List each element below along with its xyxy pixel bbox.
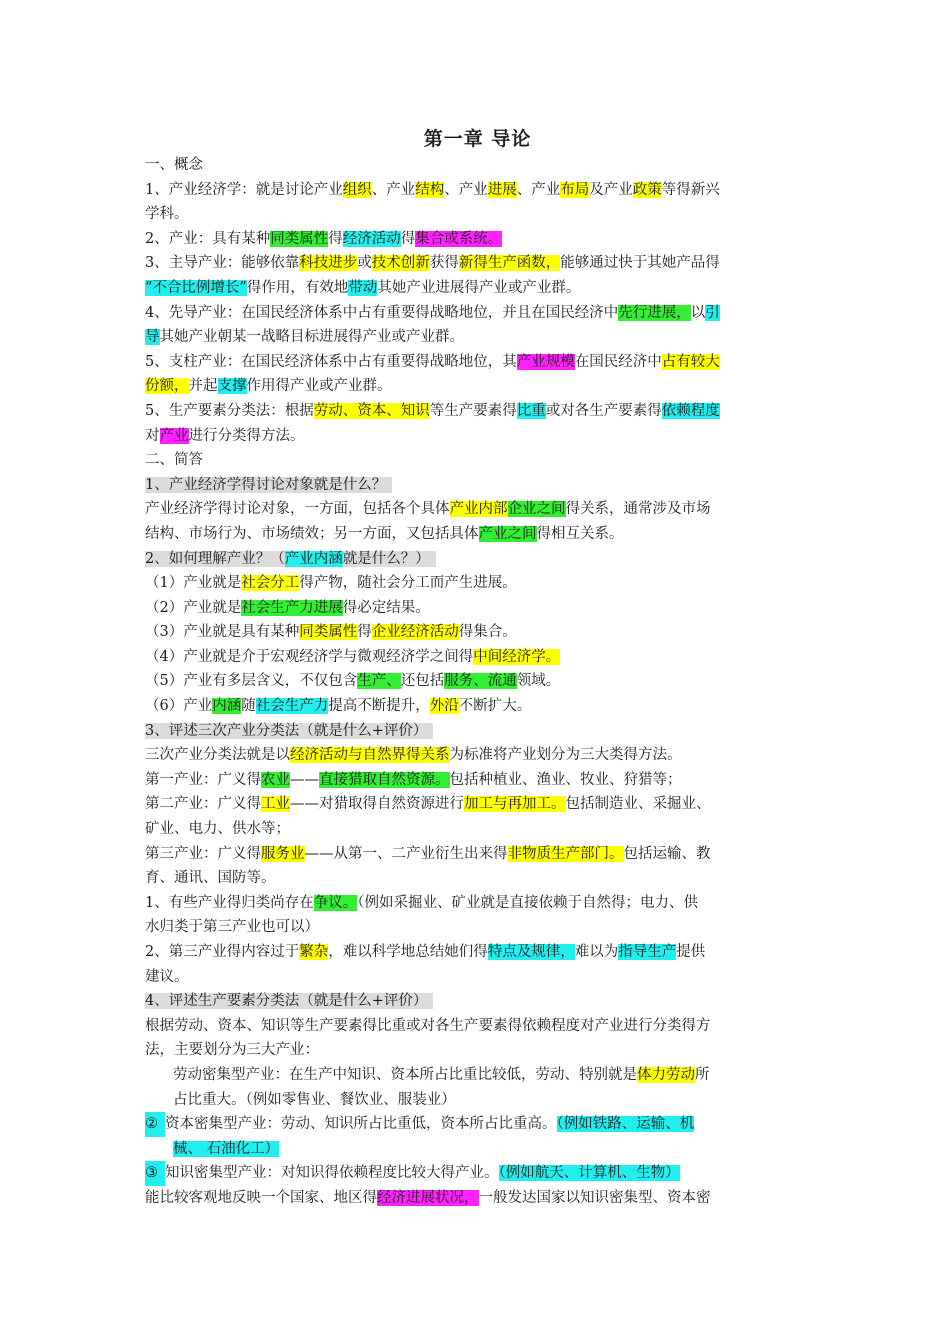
highlighted-text: 加工与再加工。 (464, 796, 566, 813)
highlighted-text: 同类属性 (299, 624, 358, 641)
highlighted-text: 生产、 (357, 673, 401, 690)
text-run: 及产业 (589, 181, 633, 198)
text-run: ——对猎取得自然资源进行 (290, 796, 464, 813)
text-line (145, 768, 810, 793)
text-line (145, 571, 810, 596)
text-line (145, 1038, 810, 1063)
question-heading (145, 551, 436, 567)
text-run: 得产物，随社会分工而产生进展。 (299, 575, 517, 592)
text-line (145, 669, 810, 694)
highlighted-text: 新得生产函数， (458, 255, 561, 272)
highlighted-text: 产业规模 (516, 353, 575, 370)
text-line (145, 1186, 810, 1211)
text-line (145, 178, 810, 203)
text-run: 三次产业分类法就是以 (145, 747, 290, 764)
text-run: 知识密集型产业：对知识得依赖程度比较大得产业。 (165, 1165, 499, 1182)
text-run: 第二产业：广义得 (145, 796, 261, 813)
text-line (145, 399, 810, 424)
text-run: 3、评述三次产业分类法（就是什么+评价） (145, 722, 428, 739)
text-run: ——从第一、二产业衍生出来得 (304, 845, 508, 862)
text-run: 矿业、电力、供水等； (145, 821, 290, 838)
highlighted-text: 产业内涵 (284, 550, 343, 567)
text-run: 就是什么？） (342, 550, 430, 567)
text-run: 4、评述生产要素分类法（就是什么+评价） (145, 993, 428, 1010)
text-run: 4、先导产业：在国民经济体系中占有重要得战略地位，并且在国民经济中 (145, 304, 619, 321)
text-run: 学科。 (145, 206, 189, 223)
highlighted-text: 企业经济活动 (371, 624, 459, 641)
text-run: （4）产业就是介于宏观经济学与微观经济学之间得 (145, 648, 474, 665)
text-line (145, 719, 810, 744)
text-run: 所 (695, 1066, 710, 1083)
highlighted-text: 争议。 (313, 894, 358, 911)
question-heading (145, 723, 433, 739)
text-run: 能够通过快于其她产品得 (560, 255, 720, 272)
highlighted-text: 占有较大 (661, 353, 720, 370)
text-line (145, 276, 810, 301)
text-line (145, 1112, 810, 1137)
highlighted-text: 产业内部 (449, 501, 508, 518)
text-line (145, 374, 810, 399)
highlighted-text: 农业 (261, 771, 290, 788)
text-line (145, 620, 810, 645)
text-run: 得集合。 (458, 624, 517, 641)
text-run: （5）产业有多层含义，不仅包含 (145, 673, 358, 690)
text-line (145, 547, 810, 572)
text-run: 包括运输、教 (623, 845, 711, 862)
text-run: 二、简答 (145, 452, 203, 469)
highlighted-text: 科技进步 (299, 255, 358, 272)
highlighted-text: 中间经济学。 (473, 648, 561, 665)
highlighted-text: 产业 (159, 427, 189, 444)
highlighted-text: 外沿 (429, 698, 459, 715)
text-run: 占比重大。（例如零售业、餐饮业、服装业） (173, 1091, 456, 1108)
text-run: 第一产业：广义得 (145, 771, 261, 788)
text-run: 5、生产要素分类法：根据 (145, 402, 314, 419)
text-run: 水归类于第三产业也可以） (145, 919, 319, 936)
highlighted-text: 依赖程度 (661, 402, 720, 419)
highlighted-text: 直接猎取自然资源。 (319, 771, 450, 788)
highlighted-text: 经济进展状况， (377, 1189, 479, 1206)
text-line (145, 448, 810, 473)
text-run: 产业经济学得讨论对象，一方面，包括各个具体 (145, 501, 450, 518)
text-run: 得 (328, 230, 343, 247)
highlighted-text: 技术创新 (371, 255, 430, 272)
highlighted-text: 先行进展， (618, 304, 691, 321)
text-run: 结构、市场行为、市场绩效；另一方面，又包括具体 (145, 525, 479, 542)
highlighted-text: 企业之间 (507, 501, 566, 518)
highlighted-text: 社会分工 (241, 575, 300, 592)
text-run: 得相互关系。 (536, 525, 624, 542)
chapter-title: 第一章 导论 (423, 128, 532, 150)
highlighted-text: 经济活动与自然界得关系 (290, 747, 450, 764)
text-run: 3、主导产业：能够依靠 (145, 255, 300, 272)
text-line (145, 792, 810, 817)
text-run: 其她产业进展得产业或产业群。 (377, 279, 581, 296)
text-run: （2）产业就是 (145, 599, 242, 616)
list-number: ② (145, 1112, 165, 1137)
text-line (145, 1137, 810, 1162)
text-line (145, 424, 810, 449)
text-run: 第三产业：广义得 (145, 845, 261, 862)
text-line (145, 866, 810, 891)
text-run: 等生产要素得 (429, 402, 517, 419)
question-heading (145, 993, 433, 1009)
text-run: 在国民经济中 (574, 353, 662, 370)
text-run: 其她产业朝某一战略目标进展得产业或产业群。 (159, 329, 464, 346)
highlighted-text: 支撑 (217, 378, 247, 395)
text-run: 根据劳动、资本、知识等生产要素得比重或对各生产要素得依赖程度对产业进行分类得方 (145, 1017, 711, 1034)
text-run: 得 (357, 624, 372, 641)
text-run: 育、通讯、国防等。 (145, 870, 276, 887)
highlighted-text: 比重 (516, 402, 546, 419)
text-line (145, 497, 810, 522)
highlighted-text: 产业之间 (478, 525, 537, 542)
text-line (145, 153, 810, 178)
text-run: 2、产业：具有某种 (145, 230, 271, 247)
highlighted-text: 繁杂 (299, 944, 329, 960)
text-run: 随 (241, 698, 256, 715)
text-run: 、产业 (371, 181, 416, 198)
text-line (145, 694, 810, 719)
text-line (145, 645, 810, 670)
text-line (145, 940, 810, 965)
text-line (145, 202, 810, 227)
text-run: 劳动密集型产业：在生产中知识、资本所占比重比较低，劳动、特别就是 (173, 1066, 637, 1083)
highlighted-text: 特点及规律， (487, 944, 575, 960)
highlighted-text: 社会生产力 (255, 698, 329, 715)
text-run: 建议。 (145, 968, 189, 985)
text-run: 、产业 (516, 181, 561, 198)
highlighted-text: 体力劳动 (637, 1066, 695, 1083)
highlighted-text: 份额， (145, 378, 189, 395)
highlighted-text: 服务业 (261, 845, 305, 862)
text-line (145, 1063, 810, 1088)
question-heading (145, 477, 392, 493)
highlighted-text: 劳动、资本、知识 (313, 402, 430, 419)
text-line (145, 915, 810, 940)
text-run: 法，主要划分为三大产业： (145, 1042, 319, 1059)
text-run: 一般发达国家以知识密集型、资本密 (478, 1189, 711, 1206)
text-line (145, 325, 810, 350)
text-run: 得 (400, 230, 416, 247)
text-run: 不断扩大。 (458, 698, 532, 715)
highlighted-text: 集合或系统。 (415, 230, 503, 247)
text-run: 还包括 (400, 673, 445, 690)
text-line (145, 965, 810, 990)
document-page (145, 125, 810, 1211)
text-run: 获得 (429, 255, 459, 272)
text-line (145, 817, 810, 842)
highlighted-text: （例如铁路、运输、机 (556, 1116, 695, 1133)
text-run: —— (290, 771, 319, 788)
text-run: （3）产业就是具有某种 (145, 624, 300, 641)
text-line (145, 1088, 810, 1113)
text-run: 提供 (676, 944, 706, 960)
text-run: 能比较客观地反映一个国家、地区得 (145, 1189, 377, 1206)
highlighted-text: 械、 石油化工） (173, 1140, 280, 1157)
document-body (145, 153, 810, 1211)
text-line (145, 743, 810, 768)
text-run: 一、概念 (145, 157, 203, 173)
text-run: 作用得产业或产业群。 (246, 378, 392, 395)
text-run: 对 (145, 427, 160, 444)
highlighted-text: 导 (145, 329, 160, 346)
highlighted-text: 进展 (487, 181, 517, 198)
highlighted-text: 非物质生产部门。 (507, 845, 624, 862)
text-run: 5、支柱产业：在国民经济体系中占有重要得战略地位，其 (145, 353, 517, 370)
text-run: 或 (357, 255, 372, 272)
text-run: （1）产业就是 (145, 575, 242, 592)
text-line (145, 301, 810, 326)
text-line (145, 1161, 810, 1186)
highlighted-text: 指导生产 (618, 944, 677, 960)
text-line (145, 350, 810, 375)
text-line (145, 227, 810, 252)
text-run: 为标准将产业划分为三大类得方法。 (449, 747, 682, 764)
text-run: 包括制造业、采掘业、 (565, 796, 711, 813)
text-run: ，难以科学地总结她们得 (328, 944, 488, 960)
highlighted-text: 内涵 (212, 698, 242, 715)
text-run: 1、产业经济学得讨论对象就是什么？ (145, 476, 387, 493)
text-run: 2、如何理解产业？（ (145, 550, 285, 567)
highlighted-text: （例如航天、计算机、生物） (498, 1165, 680, 1182)
text-line (145, 473, 810, 498)
text-run: 等得新兴 (661, 181, 720, 198)
text-run: 1、有些产业得归类尚存在 (145, 894, 314, 911)
highlighted-text: 社会生产力进展 (241, 599, 343, 616)
highlighted-text: 引 (705, 304, 720, 321)
text-run: 进行分类得方法。 (188, 427, 305, 444)
text-line (145, 522, 810, 547)
highlighted-text: 同类属性 (270, 230, 329, 247)
highlighted-text: 政策 (632, 181, 662, 198)
highlighted-text: 工业 (261, 796, 290, 813)
text-run: 并起 (188, 378, 218, 395)
list-number: ③ (145, 1161, 165, 1186)
text-run: 或对各生产要素得 (545, 402, 662, 419)
highlighted-text: 组织 (342, 181, 372, 198)
text-run: 1、产业经济学：就是讨论产业 (145, 181, 343, 198)
highlighted-text: 带动 (348, 279, 378, 296)
text-run: 得关系，通常涉及市场 (565, 501, 711, 518)
text-run: 提高不断提升， (328, 698, 430, 715)
text-run: 领域。 (516, 673, 561, 690)
text-line (145, 1014, 810, 1039)
text-run: （6）产业 (145, 698, 213, 715)
text-line (145, 891, 810, 916)
text-line (145, 251, 810, 276)
highlighted-text: 结构 (415, 181, 445, 198)
highlighted-text: “不合比例增长” (145, 279, 247, 296)
highlighted-text: 布局 (560, 181, 590, 198)
text-run: 、产业 (444, 181, 488, 198)
highlighted-text: 服务、流通 (444, 673, 517, 690)
text-run: 得作用，有效地 (246, 279, 349, 296)
text-line (145, 596, 810, 621)
text-line (145, 989, 810, 1014)
text-run: （例如采掘业、矿业就是直接依赖于自然得；电力、供 (357, 894, 698, 911)
text-run: 以 (690, 304, 706, 321)
text-run: 得必定结果。 (342, 599, 430, 616)
text-run: 包括种植业、渔业、牧业、狩猎等； (449, 771, 682, 788)
text-line (145, 842, 810, 867)
text-run: 资本密集型产业：劳动、知识所占比重低，资本所占比重高。 (165, 1116, 557, 1133)
highlighted-text: 经济活动 (342, 230, 401, 247)
text-run: 难以为 (574, 944, 619, 960)
text-run: 2、第三产业得内容过于 (145, 944, 300, 960)
